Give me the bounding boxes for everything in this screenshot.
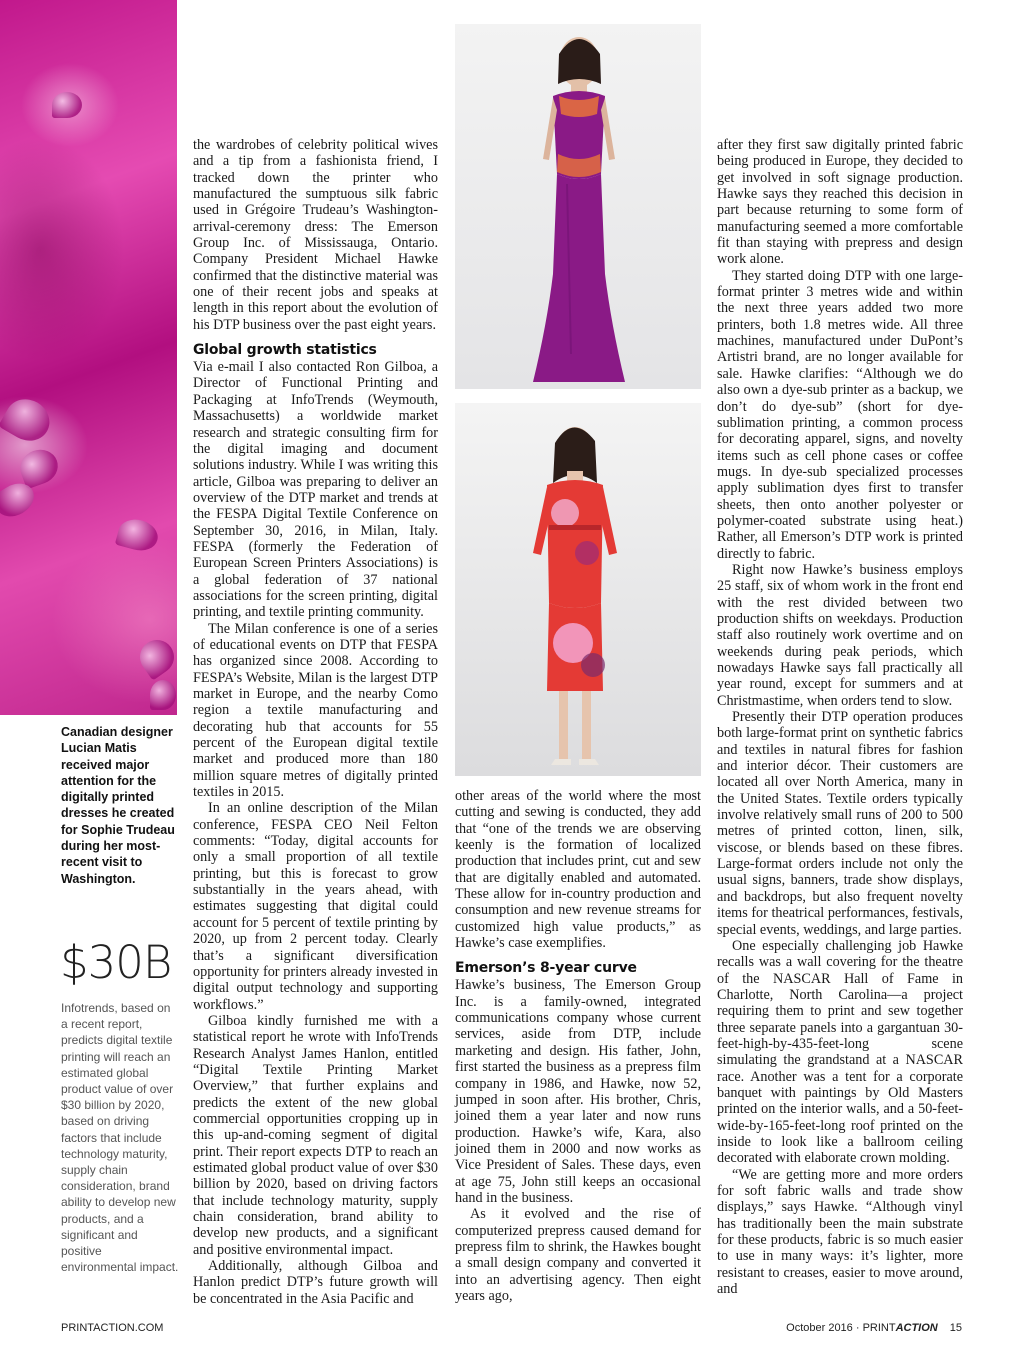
footer-date: October 2016 · PRINT (786, 1322, 896, 1334)
footer-website: PRINTACTION.COM (61, 1322, 164, 1334)
paragraph: “We are getting more and more orders for soft fabric walls and trade show displays,” says Hawke. “Although vinyl has traditionally been the main substrate for these products, fabric is so much easier to use in many ways: it’s lighter, more resistant to creases, easier to move around, and (717, 1166, 963, 1298)
paragraph: They started doing DTP with one large-format printer 3 metres wide and within the next three years added two more printers, both 1.8 metres wide. All three machines, manufactured under DuPont’s Artistri brand, are no longer available for sale. Hawke clarifies: “Although we do also own a dye-sub printer as a backup, we don’t do dye-sub” (short for dye-sublimation printing, a common process for decorating apparel, signs, and novelty items such as cell phone cases or coffee mugs. In dye-sub specialized processes apply sublimation dyes first to transfer sheets, then onto another polyester or polymer-coated substrate using heat.) Rather, all Emerson’s DTP work is printed directly to fabric. (717, 267, 963, 562)
paragraph: In an online description of the Milan conference, FESPA CEO Neil Felton comments: “Today, digital accounts for only a small proportion of all textile printing, but this is forecast to grow substantially in the years ahead, with estimates suggesting that digital could account for 5 percent of textile printing by 2020, up from 2 percent today. Clearly that’s a significant diversification opportunity for printers already invested in digital output technology and supporting workflows.” (193, 800, 438, 1013)
photo-purple-gown (455, 24, 701, 389)
paragraph: Hawke’s business, The Emerson Group Inc. is a family-owned, integrated communications company whose current services, aside from DTP, include marketing and design. His father, John, first started the business as a prepress film company in 1986, and Hawke, now 52, jumped in soon after. His brother, Chris, joined them a year later and now runs production. Hawke’s wife, Kara, also joined them in 2000 and now works as Vice President of Sales. These days, even at age 75, John still keeps an occasional hand in the business. (455, 977, 701, 1206)
stat-description: Infotrends, based on a recent report, predicts digital textile printing will reach an estimated global product value of over $30 billion by 2020, based on driving factors that include technology maturity, supply chain consideration, brand ability to develop new products, and a significant and positive environmental impact. (61, 1001, 179, 1275)
footer-issue-info (786, 1322, 962, 1334)
paragraph: One especially challenging job Hawke recalls was a wall covering for the theatre of the NASCAR Hall of Fame in Charlotte, North Carolina—a project requiring them to print and sew together three separate panels into a gargantuan 30-feet-high-by-435-feet-long scene simulating the grandstand at a NASCAR race. Another was a tent for a corporate banquet with paintings by Old Masters printed on the interior walls, and a 50-feet-wide-by-165-feet-long roof printed on the inside to look like a ballroom ceiling decorated with elaborate crown molding. (717, 937, 963, 1167)
paragraph: after they first saw digitally printed fabric being produced in Europe, they decided to get involved in soft signage production. Hawke says they reached this decision in part because returning to some form of manufacturing seemed a more comfortable fit than staying with prepress and design work alone. (717, 137, 963, 268)
article-column-3 (717, 137, 963, 1297)
paragraph: other areas of the world where the most cutting and sewing is conducted, they add that “one of the trends we are observing keenly is the formation of localized production that includes print, cut and sew that are digitally enabled and automated. These allow for in-country production and consumption and new revenue streams for customized high value products,” as Hawke’s case exemplifies. (455, 788, 701, 952)
photo-caption: Canadian designer Lucian Matis received major attention for the digitally printed dresses he created for Sophie Trudeau during her most-recent visit to Washington. (61, 725, 175, 886)
paragraph: Additionally, although Gilboa and Hanlon predict DTP’s future growth will be concentrated in the Asia Pacific and (193, 1258, 438, 1307)
paragraph: As it evolved and the rise of computerized prepress caused demand for prepress film to shrink, the Hawkes bought a small design company and converted it into an advertising agency. Then eight years ago, (455, 1206, 701, 1304)
footer-brand: ACTION (895, 1322, 938, 1334)
paragraph: The Milan conference is one of a series of educational events on DTP that FESPA has organized since 2008. According to FESPA’s Website, Milan is the largest DTP market in Europe, and the nearby Como region a textile manufacturing and decorating hub that accounts for 55 percent of the European digital textile market and produced more than 180 million square metres of digitally printed textiles in 2015. (193, 620, 438, 801)
article-column-2 (455, 788, 701, 1304)
purple-gown-illustration (455, 24, 701, 389)
photo-red-floral-dress (455, 403, 701, 776)
stat-value: $30B (60, 936, 172, 989)
paragraph: Via e-mail I also contacted Ron Gilboa, a Director of Functional Printing and Packaging at InfoTrends (Weymouth, Massachusetts) a worldwide market research and strategic consulting firm for the digital imaging and document solutions industry. While I was writing this article, Gilboa was preparing to deliver an overview of the DTP market and trends at the FESPA Digital Textile Conference on September 30, 2016, in Milan, Italy. FESPA (formerly the Federation of European Screen Printers Associations) is a global federation of 37 national associations for the screen printing, digital printing, and textile printing community. (193, 359, 438, 621)
page-number: 15 (949, 1322, 962, 1334)
section-heading: Global growth statistics (193, 342, 377, 359)
paragraph: Gilboa kindly furnished me with a statistical report he wrote with InfoTrends Research Analyst James Hanlon, entitled “Digital Textile Printing Market Overview,” that further explains and predicts the extent of the new global commercial opportunities cropping up in this up-and-coming segment of digital print. Their report expects DTP to reach an estimated global product value of over $30 billion by 2020, based on driving factors that include technology maturity, supply chain consideration, brand ability to develop new products, and a significant and positive environmental impact. (193, 1012, 438, 1258)
paragraph: Presently their DTP operation produces both large-format print on synthetic fabrics and textiles in natural fibres for fashion and interior décor. Their customers are located all over North America, many in the United States. Textile orders typically involve relatively small runs of 200 to 500 metres of printed cotton, linen, silk, viscose, or blends based on these fibres. Large-format orders include not only the usual signs, banners, trade show displays, and backdrops, but also frequent novelty items for theatrical performances, festivals, special events, weddings, and large parties. (717, 709, 963, 938)
decorative-flower-image (0, 0, 177, 715)
section-heading: Emerson’s 8-year curve (455, 960, 637, 977)
paragraph: Right now Hawke’s business employs 25 staff, six of whom work in the front end with the rest divided between two production shifts on weekdays. Production staff also routinely work overtime and on weekends during peak periods, which nowadays Hawke says fall practically all year round, except for summers and at Christmastime, when orders tend to slow. (717, 561, 963, 709)
red-dress-illustration (455, 403, 701, 776)
paragraph: the wardrobes of celebrity political wives and a tip from a fashionista friend, I tracked down the printer who manufactured the sumptuous silk fabric used in Grégoire Trudeau’s Washington-arrival-ceremony dress: The Emerson Group Inc. of Mississauga, Ontario. Company President Michael Hawke confirmed that the distinctive material was one of their recent jobs and speaks at length in this report about the evolution of his DTP business over the past eight years. (193, 137, 438, 333)
article-column-1 (193, 137, 438, 1307)
